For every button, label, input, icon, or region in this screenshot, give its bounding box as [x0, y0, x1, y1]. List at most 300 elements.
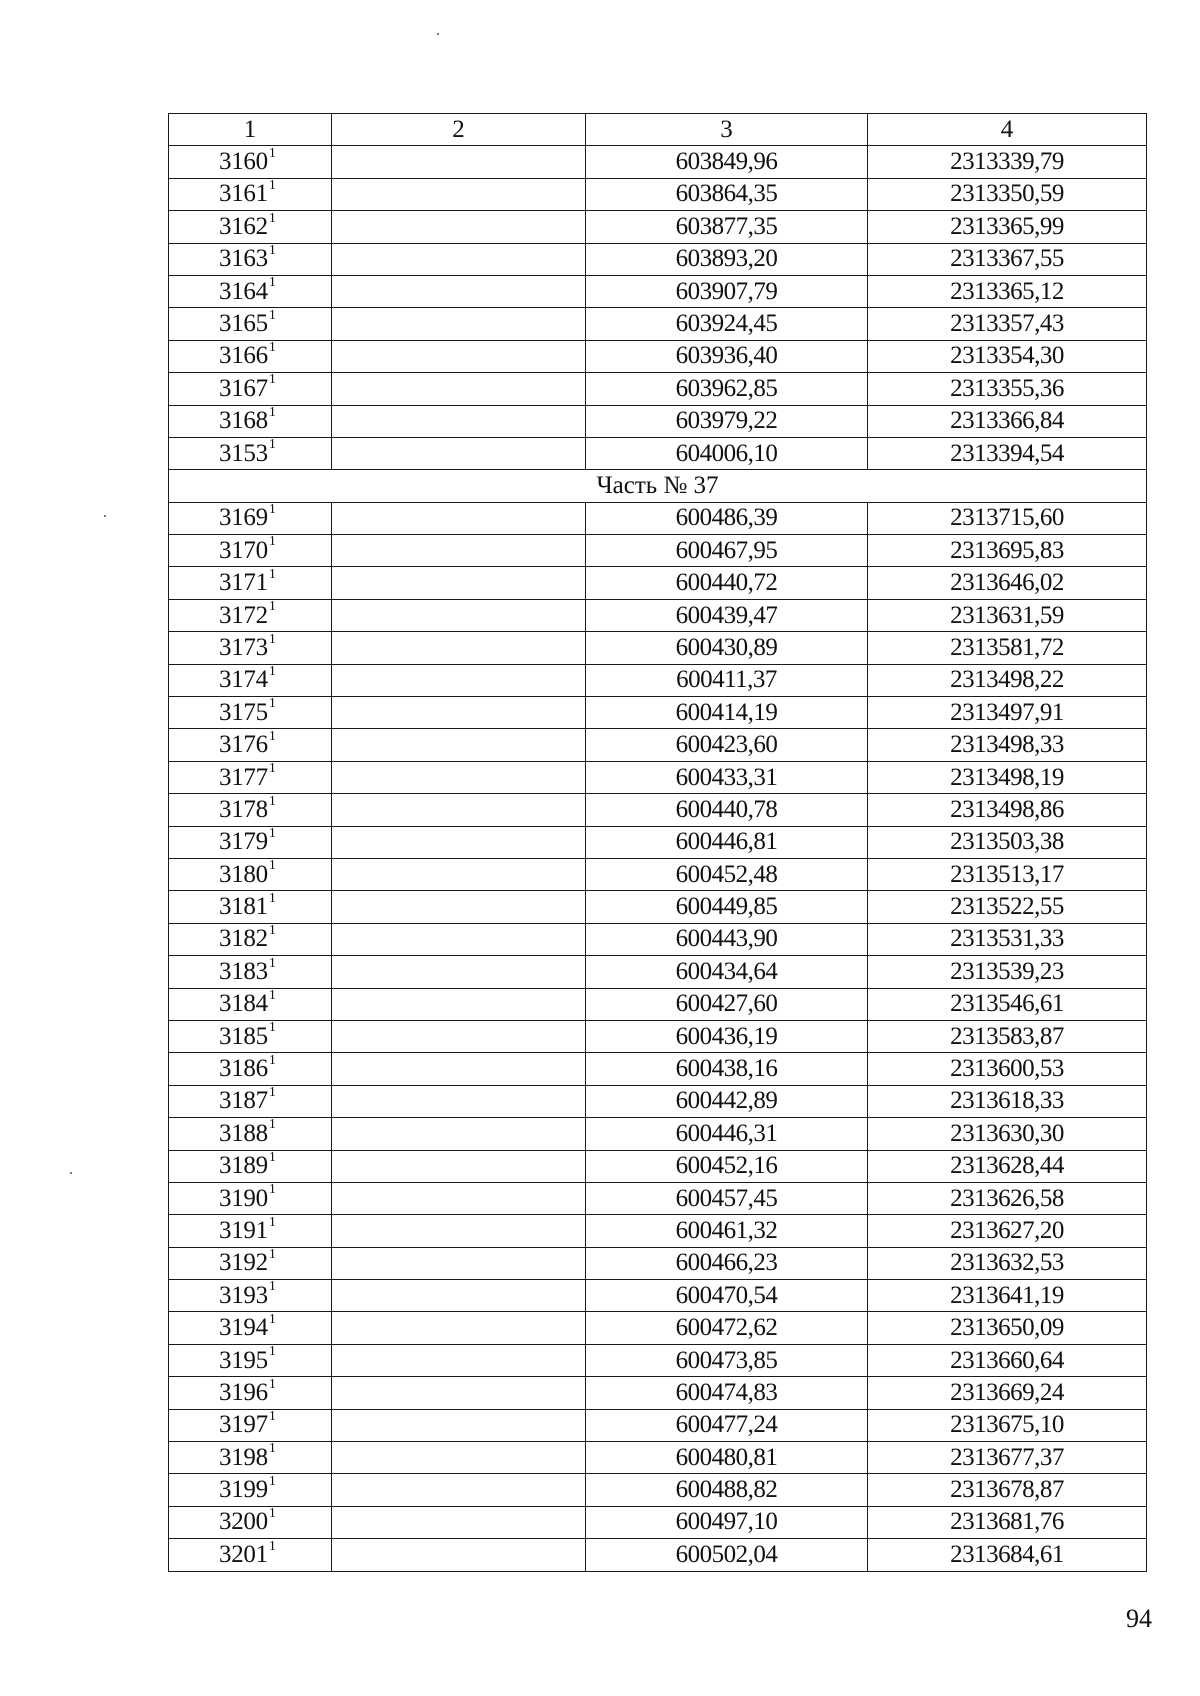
- x-coordinate-cell: 600474,83: [586, 1377, 868, 1409]
- point-number-superscript: 1: [268, 340, 276, 356]
- table-row: [169, 340, 1147, 372]
- point-number-superscript: 1: [268, 599, 276, 615]
- point-number-cell: [169, 988, 332, 1020]
- point-number-superscript: 1: [268, 1085, 276, 1101]
- point-number-cell: [169, 340, 332, 372]
- table-row: [169, 1053, 1147, 1085]
- x-coordinate-cell: 603893,20: [586, 243, 868, 275]
- point-number: 3169: [219, 504, 268, 532]
- empty-cell: [332, 1409, 586, 1441]
- table-row: [169, 146, 1147, 178]
- point-number-cell: [169, 275, 332, 307]
- point-number: 3164: [219, 277, 268, 305]
- y-coordinate-cell: 2313583,87: [868, 1020, 1147, 1052]
- table-row: [169, 1506, 1147, 1538]
- y-coordinate-cell: 2313357,43: [868, 308, 1147, 340]
- point-number: 3161: [219, 180, 268, 208]
- point-number: 3192: [219, 1249, 268, 1277]
- point-number-superscript: 1: [268, 825, 276, 841]
- point-number: 3172: [219, 601, 268, 629]
- point-number-cell: [169, 308, 332, 340]
- point-number: 3162: [219, 212, 268, 240]
- point-number: 3190: [219, 1184, 268, 1212]
- point-number-cell: [169, 697, 332, 729]
- point-number-superscript: 1: [268, 955, 276, 971]
- x-coordinate-cell: 603907,79: [586, 275, 868, 307]
- point-number: 3189: [219, 1152, 268, 1180]
- point-number-superscript: 1: [268, 307, 276, 323]
- empty-cell: [332, 664, 586, 696]
- table-row: [169, 599, 1147, 631]
- point-number: 3199: [219, 1476, 268, 1504]
- empty-cell: [332, 1215, 586, 1247]
- point-number-superscript: 1: [268, 1247, 276, 1263]
- column-header-3: 3: [586, 114, 868, 146]
- point-number-superscript: 1: [268, 372, 276, 388]
- column-header-2: 2: [332, 114, 586, 146]
- point-number-superscript: 1: [268, 923, 276, 939]
- point-number-cell: [169, 1409, 332, 1441]
- y-coordinate-cell: 2313367,55: [868, 243, 1147, 275]
- table-row: [169, 1474, 1147, 1506]
- y-coordinate-cell: 2313631,59: [868, 599, 1147, 631]
- point-number: 3201: [219, 1540, 268, 1568]
- table-row: [169, 826, 1147, 858]
- x-coordinate-cell: 600440,72: [586, 567, 868, 599]
- point-number-superscript: 1: [268, 534, 276, 550]
- x-coordinate-cell: 600452,48: [586, 858, 868, 890]
- table-row: [169, 1539, 1147, 1571]
- empty-cell: [332, 923, 586, 955]
- point-number: 3195: [219, 1346, 268, 1374]
- scan-speck: [437, 33, 439, 35]
- point-number: 3188: [219, 1119, 268, 1147]
- table-row: [169, 1247, 1147, 1279]
- empty-cell: [332, 1344, 586, 1376]
- point-number: 3197: [219, 1411, 268, 1439]
- table-row: [169, 437, 1147, 469]
- x-coordinate-cell: 603936,40: [586, 340, 868, 372]
- point-number-superscript: 1: [268, 1182, 276, 1198]
- point-number-superscript: 1: [268, 987, 276, 1003]
- point-number: 3170: [219, 536, 268, 564]
- empty-cell: [332, 1053, 586, 1085]
- y-coordinate-cell: 2313646,02: [868, 567, 1147, 599]
- y-coordinate-cell: 2313669,24: [868, 1377, 1147, 1409]
- point-number-superscript: 1: [268, 1214, 276, 1230]
- point-number-cell: [169, 761, 332, 793]
- y-coordinate-cell: 2313355,36: [868, 373, 1147, 405]
- x-coordinate-cell: 603924,45: [586, 308, 868, 340]
- point-number-cell: [169, 211, 332, 243]
- empty-cell: [332, 1118, 586, 1150]
- empty-cell: [332, 211, 586, 243]
- point-number-cell: [169, 599, 332, 631]
- table-row: [169, 697, 1147, 729]
- x-coordinate-cell: 600446,31: [586, 1118, 868, 1150]
- point-number-superscript: 1: [268, 210, 276, 226]
- x-coordinate-cell: 600443,90: [586, 923, 868, 955]
- y-coordinate-cell: 2313650,09: [868, 1312, 1147, 1344]
- empty-cell: [332, 1182, 586, 1214]
- point-number-superscript: 1: [268, 404, 276, 420]
- empty-cell: [332, 599, 586, 631]
- point-number: 3185: [219, 1022, 268, 1050]
- point-number: 3187: [219, 1087, 268, 1115]
- empty-cell: [332, 1539, 586, 1571]
- empty-cell: [332, 858, 586, 890]
- x-coordinate-cell: 600472,62: [586, 1312, 868, 1344]
- point-number-superscript: 1: [268, 890, 276, 906]
- table-row: [169, 761, 1147, 793]
- x-coordinate-cell: 600486,39: [586, 502, 868, 534]
- table-row: [169, 1312, 1147, 1344]
- point-number-superscript: 1: [268, 275, 276, 291]
- point-number-cell: [169, 1506, 332, 1538]
- point-number: 3183: [219, 957, 268, 985]
- table-row: [169, 1409, 1147, 1441]
- point-number: 3160: [219, 148, 268, 176]
- point-number-cell: [169, 1182, 332, 1214]
- scan-speck: [104, 515, 106, 517]
- empty-cell: [332, 1020, 586, 1052]
- x-coordinate-cell: 600423,60: [586, 729, 868, 761]
- table-row: [169, 1118, 1147, 1150]
- x-coordinate-cell: 600414,19: [586, 697, 868, 729]
- point-number-cell: [169, 1474, 332, 1506]
- table-row: [169, 308, 1147, 340]
- point-number: 3200: [219, 1508, 268, 1536]
- point-number: 3198: [219, 1443, 268, 1471]
- point-number-superscript: 1: [268, 1020, 276, 1036]
- y-coordinate-cell: 2313539,23: [868, 956, 1147, 988]
- empty-cell: [332, 1442, 586, 1474]
- point-number: 3182: [219, 925, 268, 953]
- empty-cell: [332, 437, 586, 469]
- empty-cell: [332, 1377, 586, 1409]
- point-number-cell: [169, 146, 332, 178]
- point-number: 3194: [219, 1314, 268, 1342]
- point-number-superscript: 1: [268, 696, 276, 712]
- table-body-before: [169, 146, 1147, 470]
- x-coordinate-cell: 600457,45: [586, 1182, 868, 1214]
- point-number: 3168: [219, 407, 268, 435]
- point-number-cell: [169, 502, 332, 534]
- empty-cell: [332, 1247, 586, 1279]
- point-number-superscript: 1: [268, 1408, 276, 1424]
- empty-cell: [332, 502, 586, 534]
- point-number-superscript: 1: [268, 502, 276, 518]
- point-number: 3175: [219, 698, 268, 726]
- table-row: [169, 211, 1147, 243]
- empty-cell: [332, 697, 586, 729]
- table-row: [169, 891, 1147, 923]
- x-coordinate-cell: 600467,95: [586, 535, 868, 567]
- column-header-1: 1: [169, 114, 332, 146]
- point-number: 3181: [219, 893, 268, 921]
- point-number: 3177: [219, 763, 268, 791]
- point-number: 3176: [219, 731, 268, 759]
- point-number: 3174: [219, 666, 268, 694]
- y-coordinate-cell: 2313630,30: [868, 1118, 1147, 1150]
- point-number-cell: [169, 405, 332, 437]
- y-coordinate-cell: 2313581,72: [868, 632, 1147, 664]
- y-coordinate-cell: 2313365,12: [868, 275, 1147, 307]
- y-coordinate-cell: 2313695,83: [868, 535, 1147, 567]
- point-number-cell: [169, 437, 332, 469]
- point-number: 3191: [219, 1216, 268, 1244]
- point-number-cell: [169, 664, 332, 696]
- y-coordinate-cell: 2313531,33: [868, 923, 1147, 955]
- y-coordinate-cell: 2313628,44: [868, 1150, 1147, 1182]
- point-number-superscript: 1: [268, 631, 276, 647]
- point-number-superscript: 1: [268, 1376, 276, 1392]
- page-number: 94: [1126, 1604, 1152, 1633]
- coordinates-table: [168, 113, 1147, 1572]
- empty-cell: [332, 275, 586, 307]
- table-row: [169, 567, 1147, 599]
- empty-cell: [332, 632, 586, 664]
- table-row: [169, 664, 1147, 696]
- empty-cell: [332, 794, 586, 826]
- point-number-cell: [169, 1150, 332, 1182]
- y-coordinate-cell: 2313626,58: [868, 1182, 1147, 1214]
- x-coordinate-cell: 603962,85: [586, 373, 868, 405]
- table-row: [169, 178, 1147, 210]
- x-coordinate-cell: 600470,54: [586, 1280, 868, 1312]
- point-number: 3186: [219, 1055, 268, 1083]
- point-number: 3180: [219, 860, 268, 888]
- point-number: 3167: [219, 374, 268, 402]
- y-coordinate-cell: 2313600,53: [868, 1053, 1147, 1085]
- point-number-cell: [169, 373, 332, 405]
- point-number-superscript: 1: [268, 566, 276, 582]
- x-coordinate-cell: 603979,22: [586, 405, 868, 437]
- table-row: [169, 275, 1147, 307]
- y-coordinate-cell: 2313715,60: [868, 502, 1147, 534]
- y-coordinate-cell: 2313498,86: [868, 794, 1147, 826]
- x-coordinate-cell: 600502,04: [586, 1539, 868, 1571]
- point-number: 3178: [219, 795, 268, 823]
- y-coordinate-cell: 2313513,17: [868, 858, 1147, 890]
- table-row: [169, 1280, 1147, 1312]
- point-number-cell: [169, 567, 332, 599]
- point-number-superscript: 1: [268, 1538, 276, 1554]
- x-coordinate-cell: 600452,16: [586, 1150, 868, 1182]
- empty-cell: [332, 826, 586, 858]
- point-number-cell: [169, 729, 332, 761]
- point-number-cell: [169, 1118, 332, 1150]
- empty-cell: [332, 1312, 586, 1344]
- y-coordinate-cell: 2313354,30: [868, 340, 1147, 372]
- table-row: [169, 632, 1147, 664]
- point-number-cell: [169, 858, 332, 890]
- point-number-superscript: 1: [268, 1344, 276, 1360]
- point-number-cell: [169, 1377, 332, 1409]
- table-row: [169, 729, 1147, 761]
- x-coordinate-cell: 600477,24: [586, 1409, 868, 1441]
- point-number-cell: [169, 1539, 332, 1571]
- y-coordinate-cell: 2313660,64: [868, 1344, 1147, 1376]
- empty-cell: [332, 308, 586, 340]
- point-number: 3173: [219, 633, 268, 661]
- point-number-cell: [169, 794, 332, 826]
- column-header-4: 4: [868, 114, 1147, 146]
- point-number-superscript: 1: [268, 1279, 276, 1295]
- point-number-cell: [169, 891, 332, 923]
- x-coordinate-cell: 600446,81: [586, 826, 868, 858]
- point-number-cell: [169, 1247, 332, 1279]
- point-number: 3196: [219, 1378, 268, 1406]
- y-coordinate-cell: 2313503,38: [868, 826, 1147, 858]
- y-coordinate-cell: 2313498,22: [868, 664, 1147, 696]
- x-coordinate-cell: 603849,96: [586, 146, 868, 178]
- table-row: [169, 373, 1147, 405]
- point-number-cell: [169, 956, 332, 988]
- empty-cell: [332, 891, 586, 923]
- empty-cell: [332, 956, 586, 988]
- point-number-superscript: 1: [268, 761, 276, 777]
- point-number-cell: [169, 243, 332, 275]
- x-coordinate-cell: 600488,82: [586, 1474, 868, 1506]
- x-coordinate-cell: 600442,89: [586, 1085, 868, 1117]
- y-coordinate-cell: 2313546,61: [868, 988, 1147, 1020]
- x-coordinate-cell: 603864,35: [586, 178, 868, 210]
- empty-cell: [332, 1474, 586, 1506]
- section-title: Часть № 37: [169, 470, 1147, 502]
- point-number-superscript: 1: [268, 1052, 276, 1068]
- empty-cell: [332, 178, 586, 210]
- point-number-cell: [169, 1020, 332, 1052]
- table-row: [169, 988, 1147, 1020]
- y-coordinate-cell: 2313366,84: [868, 405, 1147, 437]
- point-number-cell: [169, 1280, 332, 1312]
- point-number-superscript: 1: [268, 858, 276, 874]
- point-number-superscript: 1: [268, 664, 276, 679]
- empty-cell: [332, 567, 586, 599]
- table-row: [169, 1344, 1147, 1376]
- y-coordinate-cell: 2313498,33: [868, 729, 1147, 761]
- point-number-superscript: 1: [268, 1441, 276, 1457]
- y-coordinate-cell: 2313350,59: [868, 178, 1147, 210]
- section-row-group: [169, 470, 1147, 502]
- y-coordinate-cell: 2313641,19: [868, 1280, 1147, 1312]
- empty-cell: [332, 988, 586, 1020]
- point-number: 3193: [219, 1281, 268, 1309]
- y-coordinate-cell: 2313498,19: [868, 761, 1147, 793]
- point-number: 3165: [219, 310, 268, 338]
- table-row: [169, 956, 1147, 988]
- table-row: [169, 1020, 1147, 1052]
- y-coordinate-cell: 2313618,33: [868, 1085, 1147, 1117]
- y-coordinate-cell: 2313365,99: [868, 211, 1147, 243]
- point-number-cell: [169, 1344, 332, 1376]
- empty-cell: [332, 243, 586, 275]
- point-number-cell: [169, 1053, 332, 1085]
- y-coordinate-cell: 2313677,37: [868, 1442, 1147, 1474]
- point-number-superscript: 1: [268, 728, 276, 744]
- table-row: [169, 1215, 1147, 1247]
- y-coordinate-cell: 2313394,54: [868, 437, 1147, 469]
- point-number-cell: [169, 923, 332, 955]
- point-number-superscript: 1: [268, 1117, 276, 1133]
- y-coordinate-cell: 2313627,20: [868, 1215, 1147, 1247]
- point-number-cell: [169, 1085, 332, 1117]
- point-number-superscript: 1: [268, 178, 276, 194]
- table-row: [169, 535, 1147, 567]
- y-coordinate-cell: 2313684,61: [868, 1539, 1147, 1571]
- x-coordinate-cell: 600480,81: [586, 1442, 868, 1474]
- x-coordinate-cell: 600430,89: [586, 632, 868, 664]
- table-row: [169, 923, 1147, 955]
- y-coordinate-cell: 2313522,55: [868, 891, 1147, 923]
- point-number-cell: [169, 1312, 332, 1344]
- table-row: [169, 502, 1147, 534]
- empty-cell: [332, 1150, 586, 1182]
- point-number-superscript: 1: [268, 1149, 276, 1165]
- table-row: [169, 858, 1147, 890]
- y-coordinate-cell: 2313339,79: [868, 146, 1147, 178]
- point-number-superscript: 1: [268, 145, 276, 161]
- table-header-row: [169, 114, 1147, 146]
- empty-cell: [332, 373, 586, 405]
- empty-cell: [332, 1280, 586, 1312]
- table-row: [169, 1085, 1147, 1117]
- y-coordinate-cell: 2313675,10: [868, 1409, 1147, 1441]
- empty-cell: [332, 405, 586, 437]
- x-coordinate-cell: 600461,32: [586, 1215, 868, 1247]
- empty-cell: [332, 340, 586, 372]
- point-number: 3171: [219, 569, 268, 597]
- point-number-cell: [169, 1442, 332, 1474]
- y-coordinate-cell: 2313632,53: [868, 1247, 1147, 1279]
- point-number-superscript: 1: [268, 1506, 276, 1522]
- x-coordinate-cell: 600438,16: [586, 1053, 868, 1085]
- point-number-superscript: 1: [268, 437, 276, 453]
- table-row: [169, 1150, 1147, 1182]
- point-number: 3166: [219, 342, 268, 370]
- x-coordinate-cell: 600436,19: [586, 1020, 868, 1052]
- x-coordinate-cell: 600466,23: [586, 1247, 868, 1279]
- table-row: [169, 1377, 1147, 1409]
- scan-speck: [70, 1172, 72, 1174]
- y-coordinate-cell: 2313497,91: [868, 697, 1147, 729]
- empty-cell: [332, 1085, 586, 1117]
- point-number-superscript: 1: [268, 242, 276, 258]
- point-number-cell: [169, 826, 332, 858]
- x-coordinate-cell: 600433,31: [586, 761, 868, 793]
- x-coordinate-cell: 600449,85: [586, 891, 868, 923]
- empty-cell: [332, 146, 586, 178]
- empty-cell: [332, 535, 586, 567]
- table-body-after: [169, 502, 1147, 1571]
- empty-cell: [332, 729, 586, 761]
- table-row: [169, 405, 1147, 437]
- y-coordinate-cell: 2313678,87: [868, 1474, 1147, 1506]
- point-number-superscript: 1: [268, 1473, 276, 1489]
- empty-cell: [332, 761, 586, 793]
- table-row: [169, 794, 1147, 826]
- table-row: [169, 243, 1147, 275]
- x-coordinate-cell: 604006,10: [586, 437, 868, 469]
- x-coordinate-cell: 600434,64: [586, 956, 868, 988]
- x-coordinate-cell: 600473,85: [586, 1344, 868, 1376]
- x-coordinate-cell: 600497,10: [586, 1506, 868, 1538]
- point-number: 3184: [219, 990, 268, 1018]
- point-number-superscript: 1: [268, 793, 276, 809]
- empty-cell: [332, 1506, 586, 1538]
- point-number-cell: [169, 535, 332, 567]
